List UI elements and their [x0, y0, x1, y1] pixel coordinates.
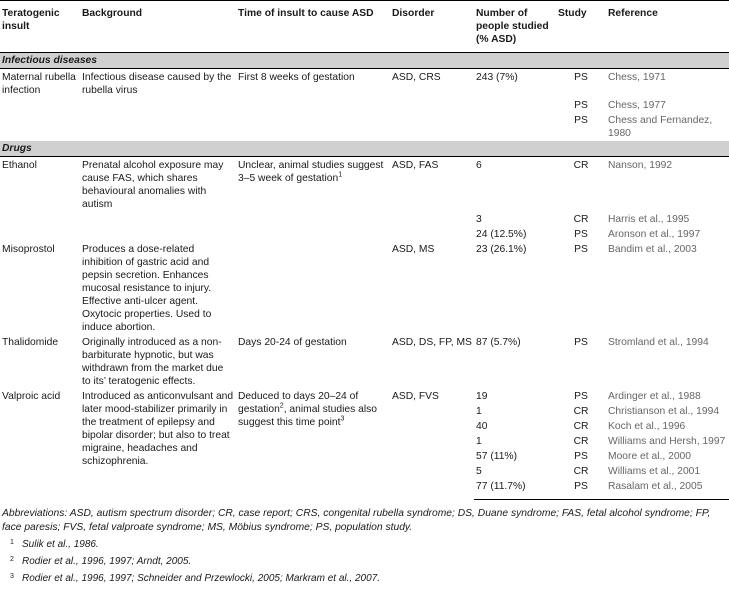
section-label-infectious: Infectious diseases [0, 53, 729, 69]
footnote-number: 3 [10, 573, 14, 580]
section-row-infectious [0, 53, 729, 69]
cell-number: 87 (5.7%) [476, 337, 521, 348]
cell-time [236, 242, 390, 335]
cell-insult: Ethanol [2, 160, 37, 171]
cell-insult: Maternal rubella infection [2, 72, 76, 96]
cell-background: Originally introduced as a non-barbiturate hypnotic, but was withdrawn from the market due to its’ teratogenic effects. [82, 337, 224, 387]
cell-time [236, 389, 390, 500]
cell-number: 243 (7%) [476, 72, 518, 83]
header-reference: Reference [606, 1, 729, 53]
cell-number: 1 [476, 406, 482, 417]
table-row [0, 98, 729, 113]
cell-reference: Chess, 1971 [608, 72, 666, 83]
cell-disorder: ASD, FAS [392, 160, 439, 171]
cell-disorder: ASD, DS, FP, MS [392, 337, 472, 348]
table-row [0, 242, 729, 335]
header-row [0, 1, 729, 53]
cell-study: CR [573, 406, 589, 417]
cell-time-text-b: , animal studies also suggest this time point [238, 404, 377, 428]
table-row [0, 113, 729, 141]
cell-reference: Williams et al., 2001 [608, 466, 701, 477]
header-insult: Teratogenic insult [0, 1, 80, 53]
table-row [0, 157, 729, 213]
footnote [10, 572, 729, 586]
cell-study: PS [574, 337, 588, 348]
cell-insult: Misoprostol [2, 244, 55, 255]
cell-disorder: ASD, CRS [392, 72, 441, 83]
cell-number [474, 113, 556, 141]
cell-number: 5 [476, 466, 482, 477]
cell-reference: Chess, 1977 [608, 100, 666, 111]
cell-study: PS [574, 244, 588, 255]
cell-background: Introduced as anticonvulsant and later mood-stabilizer primarily in the treatment of epilepsy and bipolar disorder; but also to treat migraine, headaches and schizophrenia. [82, 391, 234, 467]
cell-study: PS [574, 72, 588, 83]
footnote-ref: 3 [340, 415, 345, 423]
cell-number: 1 [476, 436, 482, 447]
cell-study: PS [574, 115, 588, 126]
cell-study: PS [574, 451, 588, 462]
cell-reference: Williams and Hersh, 1997 [608, 436, 726, 447]
abbreviations-note: Abbreviations: ASD, autism spectrum disorder; CR, case report; CRS, congenital rubella syndrome; DS, Duane syndrome; FAS, fetal alcohol syndrome; FP, face paresis; FVS, fetal valproate syndrome; MS, Möbius syndrome; PS, population study. [2, 508, 711, 533]
section-label-drugs: Drugs [0, 141, 729, 157]
cell-reference: Nanson, 1992 [608, 160, 673, 171]
cell-reference: Moore et al., 2000 [608, 451, 691, 462]
cell-number: 57 (11%) [476, 451, 518, 462]
footnote [10, 538, 729, 552]
footnote-number: 1 [10, 539, 14, 546]
cell-number: 23 (26.1%) [476, 244, 527, 255]
cell-disorder: ASD, MS [392, 244, 435, 255]
cell-study: PS [574, 229, 588, 240]
header-number: Number of people studied (% ASD) [474, 1, 556, 53]
cell-study: CR [573, 466, 589, 477]
table-row [0, 212, 729, 227]
footnote-text: Rodier et al., 1996, 1997; Arndt, 2005. [22, 556, 192, 567]
footnote [10, 555, 729, 569]
cell-number [474, 98, 556, 113]
cell-reference: Christianson et al., 1994 [608, 406, 720, 417]
cell-study: CR [573, 436, 589, 447]
cell-study: PS [574, 391, 588, 402]
header-time: Time of insult to cause ASD [236, 1, 390, 53]
cell-number: 3 [476, 214, 482, 225]
footnote-ref: 2 [279, 402, 284, 410]
cell-reference: Koch et al., 1996 [608, 421, 686, 432]
cell-study: PS [574, 100, 588, 111]
cell-number: 6 [476, 160, 482, 171]
cell-reference: Bandim et al., 2003 [608, 244, 697, 255]
table-row [0, 69, 729, 99]
cell-disorder: ASD, FVS [392, 391, 439, 402]
cell-number: 77 (11.7%) [474, 479, 556, 500]
cell-study: CR [573, 421, 589, 432]
cell-reference: Ardinger et al., 1988 [608, 391, 701, 402]
footnote-text: Rodier et al., 1996, 1997; Schneider and Przewlocki, 2005; Markram et al., 2007. [22, 573, 380, 584]
cell-background: Prenatal alcohol exposure may cause FAS, which shares behavioural anomalies with autism [82, 160, 224, 210]
cell-time-text: Unclear, animal studies suggest 3–5 week of gestation [238, 160, 384, 184]
table-row [0, 227, 729, 242]
cell-number: 24 (12.5%) [476, 229, 527, 240]
cell-insult: Thalidomide [2, 337, 59, 348]
cell-reference: Stromland et al., 1994 [608, 337, 709, 348]
footnote-ref: 1 [338, 171, 343, 179]
section-row-drugs [0, 141, 729, 157]
cell-reference: Chess and Fernandez, 1980 [608, 115, 713, 139]
header-background: Background [80, 1, 236, 53]
table-row [0, 389, 729, 404]
cell-time: First 8 weeks of gestation [238, 72, 355, 83]
cell-study: CR [573, 214, 589, 225]
cell-study: CR [573, 160, 589, 171]
cell-reference: Rasalam et al., 2005 [606, 479, 729, 500]
cell-reference: Harris et al., 1995 [608, 214, 690, 225]
cell-reference: Aronson et al., 1997 [608, 229, 701, 240]
footnote-number: 2 [10, 556, 14, 563]
header-disorder: Disorder [390, 1, 474, 53]
cell-number: 40 [476, 421, 488, 432]
footnote-text: Sulik et al., 1986. [22, 539, 99, 550]
cell-number: 19 [476, 391, 488, 402]
cell-insult: Valproic acid [2, 391, 61, 402]
cell-time: Days 20-24 of gestation [238, 337, 347, 348]
cell-study: PS [556, 479, 606, 500]
cell-background: Produces a dose-related inhibition of gastric acid and pepsin secretion. Enhances mucosal resistance to injury. Effective anti-ulcer agent. Oxytocic properties. Used to induce abortion. [82, 244, 212, 333]
cell-background: Infectious disease caused by the rubella virus [82, 72, 232, 96]
table-row [0, 335, 729, 389]
cell-time [236, 157, 390, 213]
header-study: Study [556, 1, 606, 53]
cell-time-text-a: Deduced to days 20–24 of gestation [238, 391, 359, 415]
